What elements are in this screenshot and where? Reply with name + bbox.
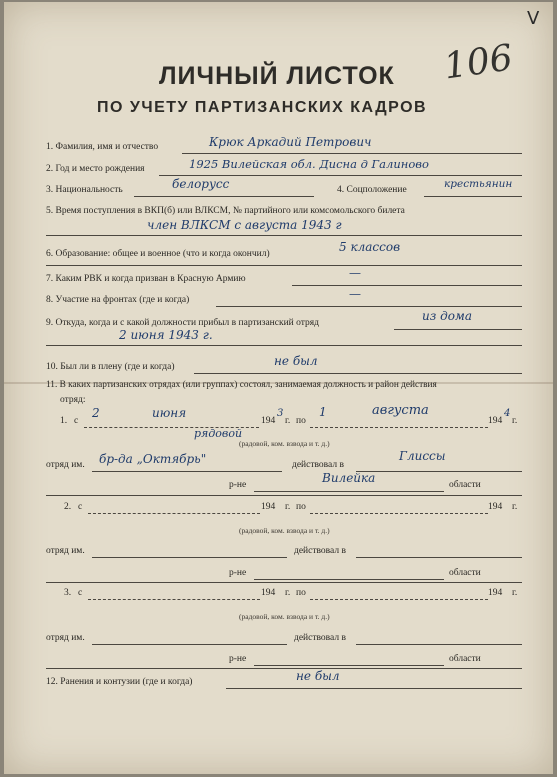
unit-2-district-label: р-не: [229, 568, 247, 578]
unit-3-bottom-line: [46, 668, 522, 669]
field-1-label: 1. Фамилия, имя и отчество: [46, 142, 159, 152]
field-4-label: 4. Соцположение: [337, 185, 407, 195]
field-8-label: 8. Участие на фронтах (где и когда): [46, 295, 190, 305]
field-9-value-1: из дома: [422, 309, 473, 323]
unit-1-to-year-suffix: г.: [512, 416, 518, 426]
unit-2-oblast-label: области: [449, 568, 481, 578]
field-11-label-2: отряд:: [60, 395, 86, 405]
field-1-value: Крюк Аркадий Петрович: [209, 135, 372, 149]
unit-1-from-prefix: с: [74, 416, 79, 426]
unit-1-to-prefix: по: [296, 416, 306, 426]
unit-1-from-year-suffix: г.: [285, 416, 291, 426]
unit-3-oblast-label: области: [449, 654, 481, 664]
field-5-label: 5. Время поступления в ВКП(б) или ВЛКСМ, № партийного или комсомольского билета: [46, 206, 405, 216]
unit-2-position-hint: (радовой, ком. взвода и т. д.): [239, 526, 330, 535]
unit-1-acted-label: действовал в: [292, 460, 344, 470]
unit-1-position-hint: (радовой, ком. взвода и т. д.): [239, 439, 330, 448]
unit-1-from-day: 2: [92, 406, 100, 420]
field-9-value-2: 2 июня 1943 г.: [119, 328, 213, 342]
field-2-value: 1925 Вилейская обл. Дисна д Галиново: [189, 157, 429, 171]
unit-1-unit-name: бр-да „Октябрь": [99, 452, 207, 466]
unit-1-oblast-label: области: [449, 480, 481, 490]
unit-2-to-prefix: по: [296, 502, 306, 512]
unit-1-acted-in: Глиссы: [399, 449, 446, 463]
unit-2-to-year-suffix: г.: [512, 502, 518, 512]
field-12-label: 12. Ранения и контузии (где и когда): [46, 677, 193, 687]
unit-3-position-hint: (радовой, ком. взвода и т. д.): [239, 612, 330, 621]
unit-1-from-year-digit: 3: [277, 408, 284, 419]
field-3-value: белорусс: [172, 177, 230, 191]
field-12-line: [226, 688, 522, 689]
field-12-value: не был: [296, 669, 340, 683]
unit-1-district-label: р-не: [229, 480, 247, 490]
unit-3-from-year-suffix: г.: [285, 588, 291, 598]
unit-1-to-year-prefix: 194: [488, 416, 503, 426]
unit-2-num: 2.: [64, 502, 72, 512]
field-1-line: [182, 153, 522, 154]
unit-2-from-line: [88, 513, 260, 514]
unit-1-district-line: [254, 491, 444, 492]
unit-1-unit-line: [92, 471, 282, 472]
unit-3-district-label: р-не: [229, 654, 247, 664]
unit-2-unit-label: отряд им.: [46, 546, 85, 556]
unit-3-to-line: [310, 599, 488, 600]
unit-2-acted-line: [356, 557, 522, 558]
field-7-line: [292, 285, 522, 286]
field-6-label: 6. Образование: общее и военное (что и когда окончил): [46, 249, 270, 259]
unit-3-to-year-suffix: г.: [512, 588, 518, 598]
unit-3-from-line: [88, 599, 260, 600]
unit-1-bottom-line: [46, 495, 522, 496]
field-7-value: —: [349, 266, 361, 280]
document-subtitle: ПО УЧЕТУ ПАРТИЗАНСКИХ КАДРОВ: [97, 99, 428, 116]
field-4-line: [424, 196, 522, 197]
field-2-line: [159, 175, 522, 176]
unit-2-from-year-prefix: 194: [261, 502, 276, 512]
unit-3-from-year-prefix: 194: [261, 588, 276, 598]
archive-number: 106: [441, 37, 516, 88]
unit-1-to-day: 1: [319, 405, 327, 419]
unit-1-position: рядовой: [194, 427, 243, 440]
field-10-label: 10. Был ли в плену (где и когда): [46, 362, 175, 372]
document-title: ЛИЧНЫЙ ЛИСТОК: [159, 62, 395, 90]
unit-3-to-prefix: по: [296, 588, 306, 598]
unit-2-acted-label: действовал в: [294, 546, 346, 556]
field-9-line-1: [394, 329, 522, 330]
document-sheet: [4, 2, 553, 774]
unit-3-to-year-prefix: 194: [488, 588, 503, 598]
unit-3-acted-label: действовал в: [294, 633, 346, 643]
unit-1-from-year-prefix: 194: [261, 416, 276, 426]
field-2-label: 2. Год и место рождения: [46, 164, 145, 174]
check-mark: V: [527, 8, 540, 29]
field-9-line-2: [46, 345, 522, 346]
field-5-line: [46, 235, 522, 236]
unit-2-from-prefix: с: [78, 502, 83, 512]
field-5-value: член ВЛКСМ с августа 1943 г: [147, 218, 342, 232]
unit-2-district-line: [254, 579, 444, 580]
unit-2-to-line: [310, 513, 488, 514]
unit-1-acted-line: [356, 471, 522, 472]
field-10-line: [194, 373, 522, 374]
field-3-label: 3. Национальность: [46, 185, 123, 195]
field-3-line: [134, 196, 314, 197]
field-7-label: 7. Каким РВК и когда призван в Красную Армию: [46, 274, 246, 284]
field-10-value: не был: [274, 354, 318, 368]
unit-1-to-line: [310, 427, 488, 428]
field-6-value: 5 классов: [339, 240, 401, 254]
field-8-value: —: [349, 287, 361, 301]
field-6-line: [46, 265, 522, 266]
field-9-label: 9. Откуда, когда и с какой должности прибыл в партизанский отряд: [46, 318, 319, 328]
unit-3-district-line: [254, 665, 444, 666]
field-4-value: крестьянин: [444, 178, 513, 190]
unit-1-district: Вилейка: [322, 471, 376, 485]
unit-1-to-month: августа: [372, 403, 429, 418]
unit-2-unit-line: [92, 557, 287, 558]
unit-3-from-prefix: с: [78, 588, 83, 598]
unit-1-to-year-digit: 4: [504, 408, 511, 419]
unit-3-unit-line: [92, 644, 287, 645]
unit-2-to-year-prefix: 194: [488, 502, 503, 512]
unit-1-from-month: июня: [152, 406, 187, 420]
unit-2-from-year-suffix: г.: [285, 502, 291, 512]
field-8-line: [216, 306, 522, 307]
unit-1-num: 1.: [60, 416, 68, 426]
unit-3-acted-line: [356, 644, 522, 645]
field-11-label: 11. В каких партизанских отрядах (или группах) состоял, занимаемая должность и район действия: [46, 380, 437, 390]
unit-3-unit-label: отряд им.: [46, 633, 85, 643]
unit-2-bottom-line: [46, 582, 522, 583]
unit-1-unit-label: отряд им.: [46, 460, 85, 470]
unit-3-num: 3.: [64, 588, 72, 598]
